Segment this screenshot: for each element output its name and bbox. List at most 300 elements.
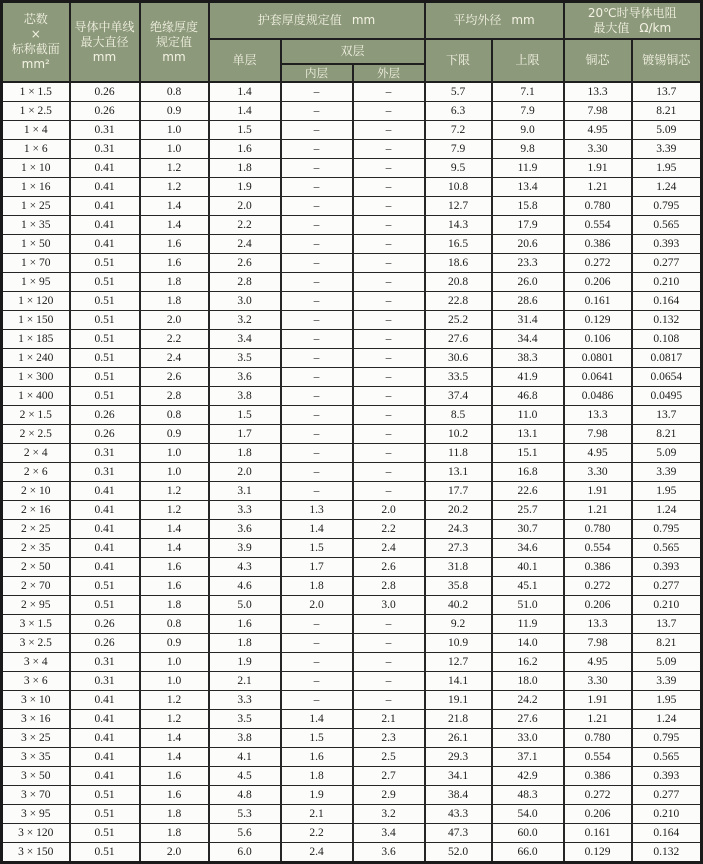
cell-sheath-single: 1.6 — [209, 140, 281, 159]
cell-od-upper: 40.1 — [492, 558, 564, 577]
cell-od-upper: 22.6 — [492, 482, 564, 501]
cell-od-lower: 6.3 — [425, 102, 492, 121]
cell-spec: 3 × 2.5 — [2, 634, 70, 653]
cell-sheath-inner: 2.0 — [281, 596, 353, 615]
table-row — [2, 843, 702, 863]
cell-conductor-max-diameter: 0.41 — [70, 558, 140, 577]
cell-conductor-max-diameter: 0.31 — [70, 140, 140, 159]
cell-res-copper: 0.554 — [564, 748, 632, 767]
cell-od-upper: 60.0 — [492, 824, 564, 843]
cell-sheath-single: 2.2 — [209, 216, 281, 235]
cell-res-copper: 0.161 — [564, 292, 632, 311]
cell-conductor-max-diameter: 0.41 — [70, 710, 140, 729]
cell-sheath-single: 3.5 — [209, 349, 281, 368]
cell-sheath-single: 1.6 — [209, 615, 281, 634]
cell-res-copper: 0.206 — [564, 596, 632, 615]
cell-od-lower: 47.3 — [425, 824, 492, 843]
cell-spec: 2 × 25 — [2, 520, 70, 539]
cell-res-tinned: 1.95 — [632, 691, 702, 710]
cell-res-copper: 1.21 — [564, 178, 632, 197]
cell-od-upper: 33.0 — [492, 729, 564, 748]
cell-res-copper: 3.30 — [564, 672, 632, 691]
cell-res-copper: 4.95 — [564, 121, 632, 140]
cell-sheath-inner: – — [281, 349, 353, 368]
cell-sheath-single: 3.0 — [209, 292, 281, 311]
cell-spec: 1 × 4 — [2, 121, 70, 140]
cell-conductor-max-diameter: 0.31 — [70, 653, 140, 672]
cell-sheath-inner: – — [281, 463, 353, 482]
cell-sheath-outer: 3.6 — [353, 843, 425, 863]
cell-sheath-outer: – — [353, 102, 425, 121]
cell-insulation-thickness: 1.2 — [140, 159, 209, 178]
table-row — [2, 330, 702, 349]
cell-sheath-outer: – — [353, 406, 425, 425]
cell-spec: 1 × 70 — [2, 254, 70, 273]
cell-spec: 3 × 95 — [2, 805, 70, 824]
cell-od-lower: 22.8 — [425, 292, 492, 311]
cell-sheath-inner: – — [281, 82, 353, 102]
table-row — [2, 140, 702, 159]
header-sheath-inner-layer: 内层 — [281, 64, 353, 82]
table-row — [2, 824, 702, 843]
cell-res-copper: 0.206 — [564, 273, 632, 292]
cell-spec: 3 × 4 — [2, 653, 70, 672]
cell-res-copper: 0.272 — [564, 786, 632, 805]
cell-sheath-inner: – — [281, 254, 353, 273]
cell-conductor-max-diameter: 0.51 — [70, 311, 140, 330]
header-spec-line3: 标称截面 — [11, 42, 60, 57]
cell-conductor-max-diameter: 0.51 — [70, 843, 140, 863]
cell-res-tinned: 0.210 — [632, 273, 702, 292]
cell-res-tinned: 5.09 — [632, 121, 702, 140]
cell-insulation-thickness: 1.4 — [140, 539, 209, 558]
cell-sheath-outer: 2.1 — [353, 710, 425, 729]
cell-insulation-thickness: 1.8 — [140, 273, 209, 292]
cell-conductor-max-diameter: 0.26 — [70, 82, 140, 102]
cell-conductor-max-diameter: 0.51 — [70, 824, 140, 843]
cell-res-tinned: 0.108 — [632, 330, 702, 349]
cell-od-upper: 15.1 — [492, 444, 564, 463]
cell-sheath-outer: – — [353, 254, 425, 273]
cell-sheath-single: 2.6 — [209, 254, 281, 273]
table-row — [2, 710, 702, 729]
cell-res-copper: 0.0641 — [564, 368, 632, 387]
cell-sheath-outer: 2.9 — [353, 786, 425, 805]
cell-sheath-inner: 2.1 — [281, 805, 353, 824]
cell-sheath-single: 5.3 — [209, 805, 281, 824]
cell-spec: 3 × 50 — [2, 767, 70, 786]
cell-spec: 1 × 120 — [2, 292, 70, 311]
table-row — [2, 729, 702, 748]
cell-res-copper: 3.30 — [564, 463, 632, 482]
cell-res-copper: 0.272 — [564, 254, 632, 273]
cell-res-tinned: 0.132 — [632, 843, 702, 863]
cell-od-lower: 43.3 — [425, 805, 492, 824]
cell-res-tinned: 0.393 — [632, 767, 702, 786]
cell-sheath-single: 6.0 — [209, 843, 281, 863]
cell-conductor-max-diameter: 0.51 — [70, 349, 140, 368]
cell-sheath-outer: – — [353, 292, 425, 311]
cell-res-tinned: 8.21 — [632, 102, 702, 121]
cell-res-copper: 1.91 — [564, 482, 632, 501]
cell-res-tinned: 0.393 — [632, 235, 702, 254]
cell-sheath-single: 3.8 — [209, 729, 281, 748]
cell-spec: 1 × 400 — [2, 387, 70, 406]
cell-od-upper: 26.0 — [492, 273, 564, 292]
cell-conductor-max-diameter: 0.41 — [70, 482, 140, 501]
cell-sheath-single: 2.4 — [209, 235, 281, 254]
cell-od-lower: 7.2 — [425, 121, 492, 140]
cell-sheath-outer: – — [353, 121, 425, 140]
cell-od-upper: 20.6 — [492, 235, 564, 254]
cell-insulation-thickness: 1.6 — [140, 235, 209, 254]
cell-sheath-inner: – — [281, 691, 353, 710]
table-row — [2, 805, 702, 824]
cell-od-lower: 7.9 — [425, 140, 492, 159]
cell-od-upper: 45.1 — [492, 577, 564, 596]
cell-sheath-outer: – — [353, 178, 425, 197]
cell-sheath-inner: 1.4 — [281, 520, 353, 539]
cell-spec: 2 × 6 — [2, 463, 70, 482]
cell-conductor-max-diameter: 0.41 — [70, 748, 140, 767]
cell-sheath-inner: 1.8 — [281, 577, 353, 596]
cell-sheath-inner: 1.6 — [281, 748, 353, 767]
cell-res-tinned: 0.164 — [632, 292, 702, 311]
cell-res-copper: 13.3 — [564, 406, 632, 425]
cell-res-copper: 7.98 — [564, 425, 632, 444]
cell-insulation-thickness: 2.0 — [140, 311, 209, 330]
cell-od-upper: 41.9 — [492, 368, 564, 387]
cell-sheath-inner: – — [281, 387, 353, 406]
cell-insulation-thickness: 1.2 — [140, 691, 209, 710]
cell-od-lower: 14.1 — [425, 672, 492, 691]
header-sheath-outer-layer: 外层 — [353, 64, 425, 82]
table-row — [2, 672, 702, 691]
cell-od-lower: 14.3 — [425, 216, 492, 235]
cell-res-tinned: 0.565 — [632, 748, 702, 767]
header-spec-unit: mm² — [21, 57, 50, 72]
cell-res-tinned: 3.39 — [632, 672, 702, 691]
table-row — [2, 273, 702, 292]
table-row — [2, 767, 702, 786]
cell-sheath-outer: – — [353, 159, 425, 178]
cell-conductor-max-diameter: 0.51 — [70, 254, 140, 273]
cell-insulation-thickness: 1.2 — [140, 501, 209, 520]
cell-od-upper: 13.4 — [492, 178, 564, 197]
cell-od-lower: 31.8 — [425, 558, 492, 577]
cell-spec: 1 × 1.5 — [2, 82, 70, 102]
table-row — [2, 387, 702, 406]
header-resistance-line1: 20℃时导体电阻 — [587, 5, 677, 20]
cell-res-tinned: 0.132 — [632, 311, 702, 330]
cell-sheath-single: 1.8 — [209, 159, 281, 178]
cell-insulation-thickness: 1.6 — [140, 254, 209, 273]
cell-sheath-inner: – — [281, 672, 353, 691]
cell-spec: 2 × 2.5 — [2, 425, 70, 444]
cell-sheath-inner: – — [281, 159, 353, 178]
cell-od-lower: 16.5 — [425, 235, 492, 254]
cell-od-upper: 66.0 — [492, 843, 564, 863]
header-od-upper-limit: 上限 — [492, 39, 564, 82]
cell-od-lower: 10.2 — [425, 425, 492, 444]
cell-sheath-single: 5.0 — [209, 596, 281, 615]
cell-spec: 2 × 4 — [2, 444, 70, 463]
header-spec-line2: × — [30, 27, 41, 42]
cell-sheath-inner: – — [281, 653, 353, 672]
cell-conductor-max-diameter: 0.26 — [70, 634, 140, 653]
table-row — [2, 634, 702, 653]
cell-res-copper: 0.129 — [564, 843, 632, 863]
table-row — [2, 197, 702, 216]
cell-insulation-thickness: 1.6 — [140, 558, 209, 577]
cell-od-upper: 42.9 — [492, 767, 564, 786]
table-row — [2, 482, 702, 501]
cell-conductor-max-diameter: 0.51 — [70, 805, 140, 824]
cell-insulation-thickness: 2.6 — [140, 368, 209, 387]
cell-res-tinned: 1.24 — [632, 501, 702, 520]
cell-sheath-outer: – — [353, 634, 425, 653]
cell-sheath-outer: 3.2 — [353, 805, 425, 824]
cell-insulation-thickness: 0.8 — [140, 82, 209, 102]
cell-spec: 3 × 16 — [2, 710, 70, 729]
header-tinned-copper-core: 镀锡铜芯 — [632, 39, 702, 82]
header-insulation-thickness — [140, 2, 209, 83]
cell-res-copper: 7.98 — [564, 102, 632, 121]
cell-sheath-single: 3.3 — [209, 501, 281, 520]
cell-sheath-single: 1.5 — [209, 121, 281, 140]
cell-sheath-single: 2.8 — [209, 273, 281, 292]
cell-conductor-max-diameter: 0.41 — [70, 235, 140, 254]
cell-od-lower: 8.5 — [425, 406, 492, 425]
cell-conductor-max-diameter: 0.51 — [70, 786, 140, 805]
cell-od-upper: 18.0 — [492, 672, 564, 691]
cell-sheath-outer: 2.3 — [353, 729, 425, 748]
cell-res-copper: 0.386 — [564, 558, 632, 577]
cell-sheath-single: 1.8 — [209, 444, 281, 463]
cell-od-lower: 9.2 — [425, 615, 492, 634]
cell-sheath-outer: – — [353, 216, 425, 235]
cell-conductor-max-diameter: 0.26 — [70, 425, 140, 444]
table-row — [2, 444, 702, 463]
cell-res-tinned: 13.7 — [632, 406, 702, 425]
cell-od-lower: 37.4 — [425, 387, 492, 406]
header-od-lower-limit: 下限 — [425, 39, 492, 82]
header-od-title: 平均外径 — [453, 13, 502, 27]
table-row — [2, 463, 702, 482]
cell-sheath-inner: 1.5 — [281, 539, 353, 558]
cell-od-upper: 34.4 — [492, 330, 564, 349]
cell-spec: 1 × 10 — [2, 159, 70, 178]
cell-res-tinned: 13.7 — [632, 82, 702, 102]
cell-spec: 1 × 50 — [2, 235, 70, 254]
cell-sheath-single: 4.1 — [209, 748, 281, 767]
cell-res-tinned: 1.24 — [632, 178, 702, 197]
cell-spec: 1 × 16 — [2, 178, 70, 197]
cell-od-upper: 16.2 — [492, 653, 564, 672]
cell-conductor-max-diameter: 0.41 — [70, 216, 140, 235]
cell-spec: 3 × 10 — [2, 691, 70, 710]
cell-insulation-thickness: 1.0 — [140, 672, 209, 691]
cell-conductor-max-diameter: 0.41 — [70, 178, 140, 197]
cell-conductor-max-diameter: 0.41 — [70, 159, 140, 178]
cell-sheath-outer: – — [353, 82, 425, 102]
cell-sheath-single: 1.9 — [209, 653, 281, 672]
cell-sheath-single: 2.0 — [209, 463, 281, 482]
cell-od-upper: 38.3 — [492, 349, 564, 368]
cell-res-copper: 0.0486 — [564, 387, 632, 406]
header-sheath-title: 护套厚度规定值 — [257, 13, 342, 27]
cell-conductor-max-diameter: 0.51 — [70, 330, 140, 349]
cell-sheath-inner: – — [281, 140, 353, 159]
cell-sheath-single: 4.8 — [209, 786, 281, 805]
table-row — [2, 178, 702, 197]
header-insulation-unit: mm — [162, 49, 186, 64]
cell-sheath-single: 4.3 — [209, 558, 281, 577]
cell-res-tinned: 0.393 — [632, 558, 702, 577]
cell-sheath-inner: – — [281, 425, 353, 444]
cell-od-upper: 48.3 — [492, 786, 564, 805]
header-sheath-single-layer: 单层 — [209, 39, 281, 82]
cell-insulation-thickness: 1.0 — [140, 444, 209, 463]
cell-od-lower: 40.2 — [425, 596, 492, 615]
cell-od-upper: 34.6 — [492, 539, 564, 558]
cell-sheath-single: 1.5 — [209, 406, 281, 425]
cell-od-lower: 11.8 — [425, 444, 492, 463]
cell-sheath-outer: – — [353, 197, 425, 216]
cell-od-upper: 46.8 — [492, 387, 564, 406]
cell-insulation-thickness: 1.8 — [140, 824, 209, 843]
cell-sheath-outer: – — [353, 387, 425, 406]
cell-spec: 1 × 300 — [2, 368, 70, 387]
cell-insulation-thickness: 1.4 — [140, 729, 209, 748]
cell-spec: 2 × 50 — [2, 558, 70, 577]
cell-insulation-thickness: 1.0 — [140, 463, 209, 482]
cell-spec: 2 × 95 — [2, 596, 70, 615]
cell-res-tinned: 8.21 — [632, 634, 702, 653]
cell-spec: 3 × 70 — [2, 786, 70, 805]
table-row — [2, 539, 702, 558]
cell-spec: 2 × 35 — [2, 539, 70, 558]
cell-insulation-thickness: 1.0 — [140, 140, 209, 159]
cell-sheath-inner: 2.4 — [281, 843, 353, 863]
cell-od-upper: 13.1 — [492, 425, 564, 444]
table-row — [2, 748, 702, 767]
cell-sheath-inner: – — [281, 444, 353, 463]
table-row — [2, 615, 702, 634]
cell-res-tinned: 0.277 — [632, 577, 702, 596]
cell-sheath-single: 3.4 — [209, 330, 281, 349]
cell-sheath-outer: – — [353, 140, 425, 159]
cell-od-lower: 13.1 — [425, 463, 492, 482]
cell-sheath-inner: – — [281, 406, 353, 425]
cell-insulation-thickness: 1.6 — [140, 767, 209, 786]
cell-insulation-thickness: 1.2 — [140, 482, 209, 501]
cell-od-lower: 33.5 — [425, 368, 492, 387]
cell-res-tinned: 0.0817 — [632, 349, 702, 368]
header-resistance-unit: Ω/km — [639, 20, 672, 35]
cell-od-lower: 35.8 — [425, 577, 492, 596]
cell-res-copper: 0.554 — [564, 216, 632, 235]
cell-od-lower: 20.8 — [425, 273, 492, 292]
cell-od-lower: 10.8 — [425, 178, 492, 197]
cell-res-copper: 0.780 — [564, 520, 632, 539]
cell-od-upper: 15.8 — [492, 197, 564, 216]
cell-res-copper: 3.30 — [564, 140, 632, 159]
cell-res-tinned: 8.21 — [632, 425, 702, 444]
cell-insulation-thickness: 2.8 — [140, 387, 209, 406]
cell-sheath-outer: 2.5 — [353, 748, 425, 767]
cell-conductor-max-diameter: 0.31 — [70, 463, 140, 482]
cell-conductor-max-diameter: 0.41 — [70, 197, 140, 216]
cell-od-upper: 27.6 — [492, 710, 564, 729]
cell-res-copper: 4.95 — [564, 653, 632, 672]
cell-od-upper: 30.7 — [492, 520, 564, 539]
cell-od-lower: 27.6 — [425, 330, 492, 349]
cell-conductor-max-diameter: 0.31 — [70, 444, 140, 463]
cell-conductor-max-diameter: 0.41 — [70, 501, 140, 520]
cell-sheath-inner: – — [281, 634, 353, 653]
cell-sheath-single: 3.8 — [209, 387, 281, 406]
table-row — [2, 577, 702, 596]
header-od-unit: mm — [511, 13, 535, 27]
cell-sheath-outer: – — [353, 368, 425, 387]
cell-res-copper: 0.386 — [564, 767, 632, 786]
table-row — [2, 406, 702, 425]
cell-res-copper: 4.95 — [564, 444, 632, 463]
cell-sheath-single: 1.4 — [209, 102, 281, 121]
cell-insulation-thickness: 0.8 — [140, 615, 209, 634]
cell-od-upper: 28.6 — [492, 292, 564, 311]
cell-od-lower: 17.7 — [425, 482, 492, 501]
table-row — [2, 311, 702, 330]
cell-insulation-thickness: 1.4 — [140, 520, 209, 539]
cell-sheath-outer: – — [353, 463, 425, 482]
cell-sheath-single: 2.1 — [209, 672, 281, 691]
cell-spec: 2 × 70 — [2, 577, 70, 596]
cell-spec: 1 × 35 — [2, 216, 70, 235]
cell-od-lower: 12.7 — [425, 653, 492, 672]
cell-sheath-outer: – — [353, 444, 425, 463]
cell-conductor-max-diameter: 0.51 — [70, 273, 140, 292]
cell-sheath-outer: 2.7 — [353, 767, 425, 786]
cell-sheath-inner: 1.5 — [281, 729, 353, 748]
cell-sheath-inner: – — [281, 368, 353, 387]
cell-sheath-single: 3.5 — [209, 710, 281, 729]
table-row — [2, 653, 702, 672]
cell-sheath-single: 3.1 — [209, 482, 281, 501]
cell-od-upper: 11.0 — [492, 406, 564, 425]
cell-sheath-outer: 3.4 — [353, 824, 425, 843]
header-conductor-line2: 最大直径 — [80, 34, 129, 49]
cell-sheath-inner: – — [281, 197, 353, 216]
cell-sheath-single: 5.6 — [209, 824, 281, 843]
cell-sheath-outer: 2.6 — [353, 558, 425, 577]
cell-sheath-inner: – — [281, 273, 353, 292]
cell-sheath-single: 3.6 — [209, 368, 281, 387]
table-header — [2, 2, 702, 83]
cell-sheath-inner: 1.8 — [281, 767, 353, 786]
cell-sheath-inner: – — [281, 482, 353, 501]
cell-conductor-max-diameter: 0.31 — [70, 121, 140, 140]
cell-insulation-thickness: 1.2 — [140, 710, 209, 729]
cell-insulation-thickness: 1.4 — [140, 197, 209, 216]
cell-od-upper: 7.9 — [492, 102, 564, 121]
cell-insulation-thickness: 1.8 — [140, 292, 209, 311]
header-copper-core: 铜芯 — [564, 39, 632, 82]
cell-res-copper: 13.3 — [564, 615, 632, 634]
cell-sheath-inner: – — [281, 121, 353, 140]
cell-res-copper: 1.21 — [564, 710, 632, 729]
